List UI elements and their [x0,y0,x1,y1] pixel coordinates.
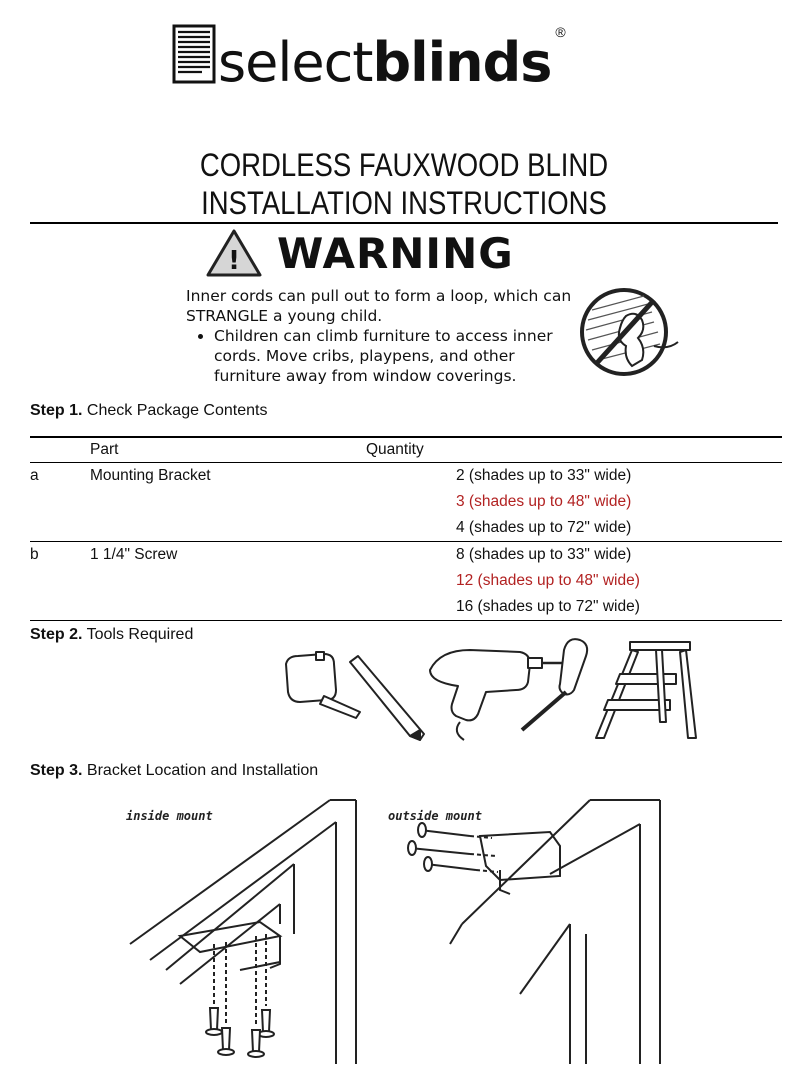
warning-triangle-icon [205,228,263,278]
step-2-heading [30,626,193,644]
registered-mark: ® [555,24,566,40]
row-letter: b [30,546,39,563]
logo-word-blinds: blinds [372,31,552,94]
warning-label: WARNING [277,228,514,278]
row-part: 1 1/4" Screw [90,546,178,563]
table-row [30,463,782,542]
brand-logo [172,18,566,94]
title-line-2: INSTALLATION INSTRUCTIONS [201,185,607,221]
tools-illustration [280,630,700,742]
warning-text [186,286,581,386]
step-2-label: Step 2. [30,626,83,643]
package-contents-table [30,436,782,621]
inside-screws [206,1008,274,1057]
row-quantity: 4 (shades up to 72" wide) [456,519,632,536]
tape-measure-icon [286,652,360,718]
pencil-icon [350,656,424,740]
power-drill-icon [430,650,562,740]
warning-bullet: • Children can climb furniture to access inner cords. Move cribs, playpens, and other furniture away from window coverings. [214,326,581,386]
warning-heading [205,228,514,278]
no-climbing-child-icon [574,286,682,378]
step-1-label: Step 1. [30,402,83,419]
header-quantity: Quantity [366,441,424,458]
table-header [30,436,782,463]
bracket-installation-diagram [120,794,680,1064]
step-1-heading [30,402,267,420]
title-line-1: CORDLESS FAUXWOOD BLIND [199,147,609,183]
document-title [57,146,752,222]
outside-mount-label: outside mount [388,809,482,823]
title-divider [30,222,778,224]
logo-word-select: select [218,31,373,94]
step-3-heading [30,762,318,780]
warning-intro: Inner cords can pull out to form a loop, which can STRANGLE a young child. [186,287,572,325]
step-1-text: Check Package Contents [86,402,268,419]
row-quantity: 2 (shades up to 33" wide) [456,467,632,484]
row-letter: a [30,467,39,484]
row-quantity-highlight: 12 (shades up to 48" wide) [456,572,640,589]
step-ladder-icon [596,642,696,738]
header-part: Part [90,441,119,458]
screwdriver-icon [522,639,587,730]
inside-mount-label: inside mount [126,809,213,823]
row-quantity-highlight: 3 (shades up to 48" wide) [456,493,632,510]
outside-screws [408,823,476,871]
svg-text:!: ! [228,246,240,276]
row-quantity: 16 (shades up to 72" wide) [456,598,640,615]
row-quantity: 8 (shades up to 33" wide) [456,546,632,563]
step-3-text: Bracket Location and Installation [86,762,319,779]
step-2-text: Tools Required [86,626,194,643]
table-row [30,542,782,621]
inside-mount-frame [130,800,356,1064]
step-3-label: Step 3. [30,762,83,779]
blinds-logo-icon [172,24,216,84]
row-part: Mounting Bracket [90,467,211,484]
